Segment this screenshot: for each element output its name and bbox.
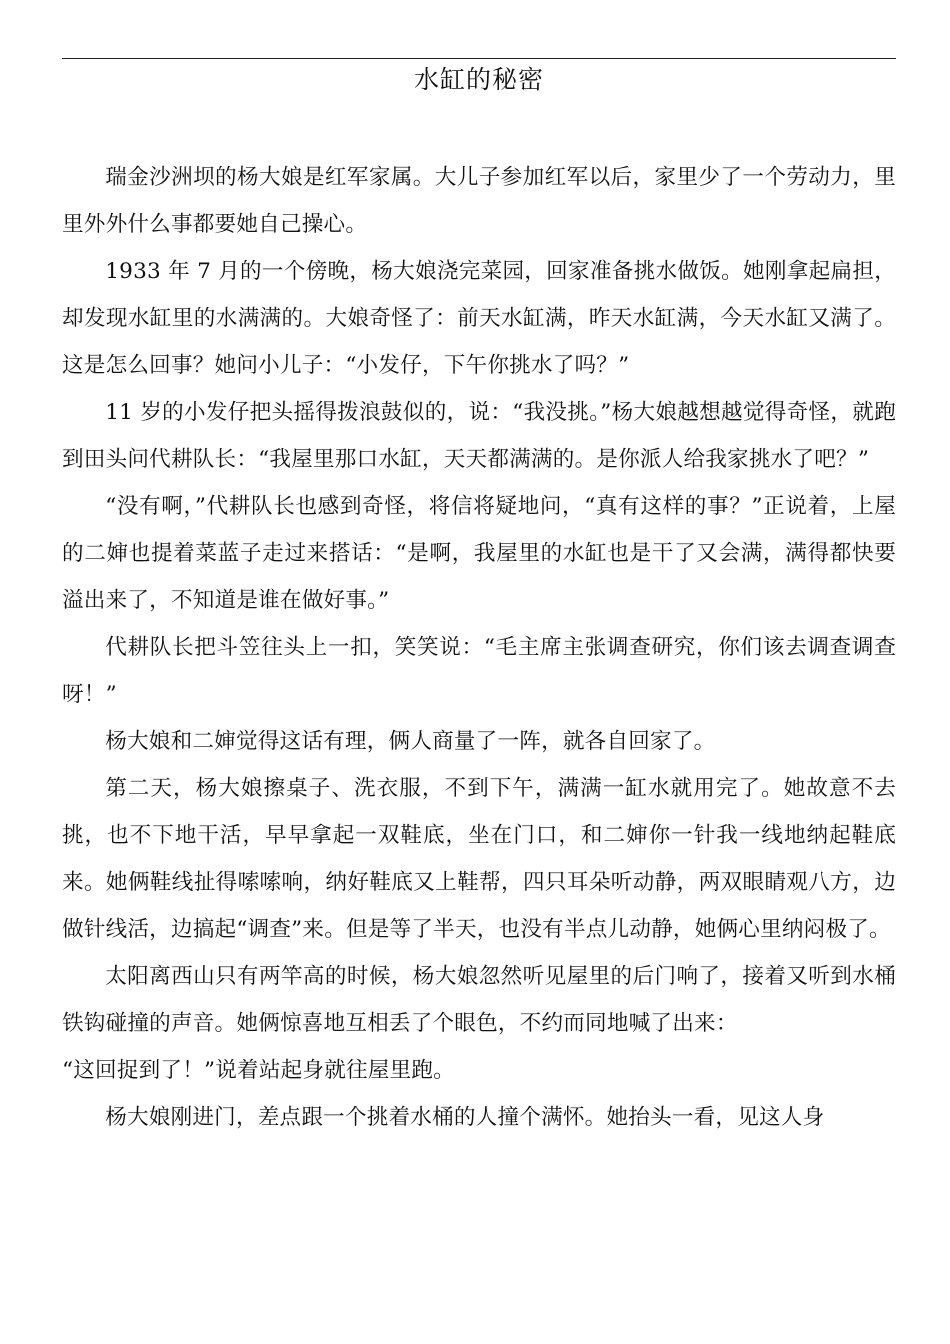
paragraph: 第二天，杨大娘擦桌子、洗衣服，不到下午，满满一缸水就用完了。她故意不去挑，也不下地干活，早早拿起一双鞋底，坐在门口，和二婶你一针我一线地纳起鞋底来。她俩鞋线扯得嗦嗦响，纳好鞋底又上鞋帮，四只耳朵听动静，两双眼睛观八方，边做针线活，边搞起“调查”来。但是等了半天，也没有半点儿动静，她俩心里纳闷极了。 <box>62 776 896 942</box>
paragraph: 代耕队长把斗笠往头上一扣，笑笑说：“毛主席主张调查研究，你们该去调查调查呀！” <box>62 635 896 707</box>
paragraph: 杨大娘和二婶觉得这话有理，俩人商量了一阵，就各自回家了。 <box>105 729 716 754</box>
paragraph: 太阳离西山只有两竿高的时候，杨大娘忽然听见屋里的后门响了，接着又听到水桶铁钩碰撞的声音。她俩惊喜地互相丢了个眼色，不约而同地喊了出来： <box>62 964 896 1036</box>
document-title: 水缸的秘密 <box>413 65 544 94</box>
paragraph: “这回捉到了！”说着站起身就往屋里跑。 <box>62 1058 455 1083</box>
paragraph: 1933 年 7 月的一个傍晚，杨大娘浇完菜园，回家准备挑水做饭。她刚拿起扁担，却发现水缸里的水满满的。大娘奇怪了：前天水缸满，昨天水缸满，今天水缸又满了。这是怎么回事？她问小儿子：“小发仔，下午你挑水了吗？” <box>62 259 896 378</box>
paragraph: 瑞金沙洲坝的杨大娘是红军家属。大儿子参加红军以后，家里少了一个劳动力，里里外外什么事都要她自己操心。 <box>62 165 896 237</box>
document-body <box>62 154 896 1141</box>
header-rule <box>62 58 896 59</box>
paragraph: 11 岁的小发仔把头摇得拨浪鼓似的，说：“我没挑。”杨大娘越想越觉得奇怪，就跑到田头问代耕队长：“我屋里那口水缸，天天都满满的。是你派人给我家挑水了吧？” <box>62 400 896 472</box>
paragraph: 杨大娘刚进门，差点跟一个挑着水桶的人撞个满怀。她抬头一看，见这人身 <box>105 1105 825 1130</box>
paragraph: “没有啊，”代耕队长也感到奇怪，将信将疑地问，“真有这样的事？”正说着，上屋的二婶也提着菜蓝子走过来搭话：“是啊，我屋里的水缸也是干了又会满，满得都快要溢出来了，不知道是谁在做好事。” <box>62 494 896 613</box>
